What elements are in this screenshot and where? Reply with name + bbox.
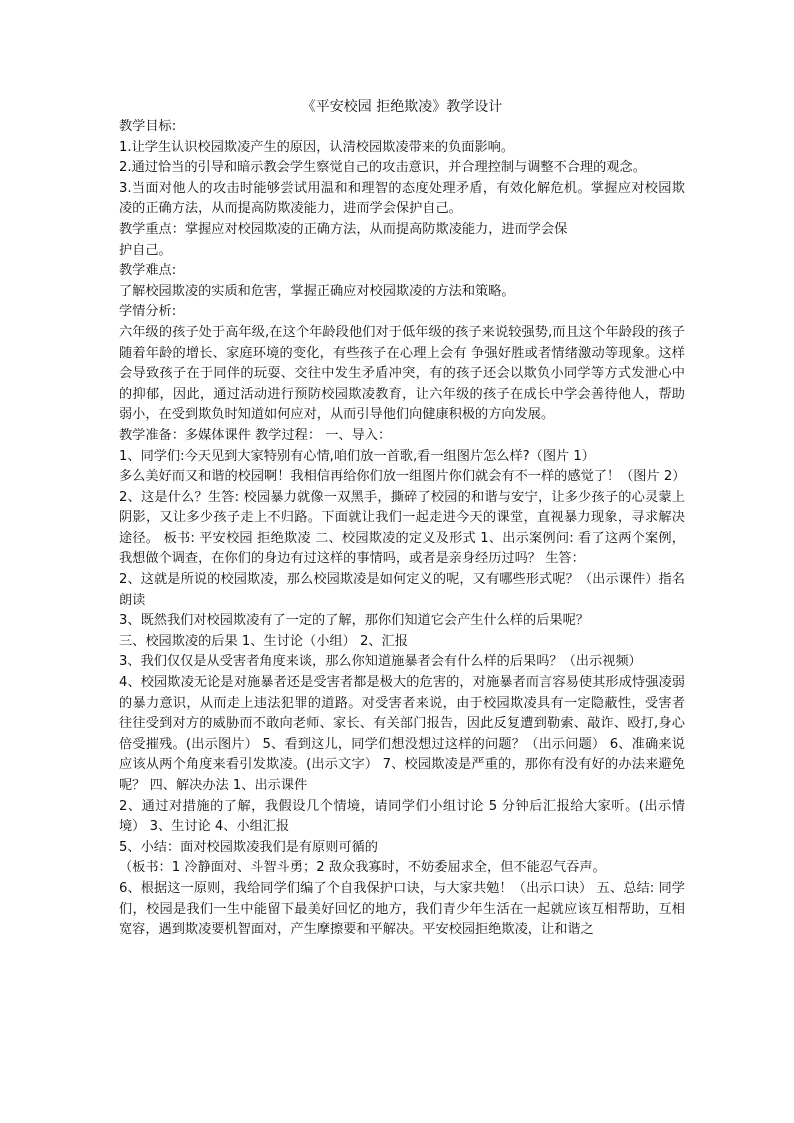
document-page: [119, 98, 685, 941]
process-step: 3、我们仅仅是从受害者角度来谈，那么你知道施暴者会有什么样的后果吗？（出示视频）: [119, 654, 642, 670]
document-title: 《平安校园 拒绝欺凌》教学设计: [301, 99, 503, 115]
document-body: [119, 117, 685, 941]
process-step: 多么美好而又和谐的校园啊！我相信再给你们放一组图片你们就会有不一样的感觉了！（图片 2）: [119, 469, 686, 485]
objective-item-3: 3.当面对他人的攻击时能够尝试用温和和理智的态度处理矛盾，有效化解危机。掌握应对校园欺凌的正确方法，从而提高防欺凌能力，进而学会保护自己。: [119, 180, 685, 217]
preparation-line: 教学准备：多媒体课件 教学过程： 一、导入：: [119, 427, 392, 443]
objective-item-2: 2.通过恰当的引导和暗示教会学生察觉自己的攻击意识，并合理控制与调整不合理的观念。: [119, 160, 646, 176]
teaching-focus-continued: 护自己。: [119, 242, 172, 258]
process-step: 5、小结：面对校园欺凌我们是有原则可循的: [119, 839, 378, 855]
section-heading-objectives: 教学目标:: [119, 119, 177, 134]
difficulty-text: 了解校园欺凌的实质和危害，掌握正确应对校园欺凌的方法和策略。: [119, 283, 515, 299]
section-heading-analysis: 学情分析:: [119, 304, 177, 320]
process-step: 2、这是什么？生答: 校园暴力就像一双黑手，撕碎了校园的和谐与安宁，让多少孩子的心灵蒙上阴影，又让多少孩子走上不归路。下面就让我们一起走进今天的课堂，直视暴力现象，寻求解决途径。 板书: 平安校园 拒绝欺凌 二、校园欺凌的定义及形式 1、出示案例问: 看了这两个案例，我想做个调查，在你们的身边有过这样的事情吗，或者是亲身经历过吗？ 生答：: [119, 489, 685, 567]
process-step: 2、这就是所说的校园欺凌，那么校园欺凌是如何定义的呢，又有哪些形式呢？（出示课件）指名朗读: [119, 572, 685, 608]
process-step: 2、通过对措施的了解，我假设几个情境，请同学们小组讨论 5 分钟后汇报给大家听。(出示情境） 3、生讨论 4、小组汇报: [119, 798, 685, 835]
process-step: 4、校园欺凌无论是对施暴者还是受害者都是极大的危害的，对施暴者而言容易使其形成恃强凌弱的暴力意识，从而走上违法犯罪的道路。对受害者来说，由于校园欺凌具有一定隐蔽性，受害者往往受到对方的威胁而不敢向老师、家长、有关部门报告，因此反复遭到勒索、敲诈、殴打,身心倍受摧残。(出示图片） 5、看到这儿，同学们想没想过这样的问题？（出示问题） 6、准确来说应该从两个角度来看引发欺凌。(出示文字） 7、校园欺凌是严重的，那你有没有好的办法来避免呢？ 四、解决办法 1、出示课件: [119, 675, 685, 793]
section-heading-difficulty: 教学难点:: [119, 263, 177, 279]
analysis-text: 六年级的孩子处于高年级,在这个年龄段他们对于低年级的孩子来说较强势,而且这个年龄段的孩子随着年龄的增长、家庭环境的变化，有些孩子在心理上会有 争强好胜或者情绪激动等现象。这样会导致孩子在于同伴的玩耍、交往中发生矛盾冲突，有的孩子还会以欺负小同学等方式发泄心中的抑郁，因此，通过活动进行预防校园欺凌教育，让六年级的孩子在成长中学会善待他人，帮助弱小，在受到欺负时知道如何应对，从而引导他们向健康积极的方向发展。: [119, 324, 685, 423]
process-step: 三、校园欺凌的后果 1、生讨论（小组） 2、汇报: [119, 633, 408, 649]
objective-item-1: 1.让学生认识校园欺凌产生的原因，认清校园欺凌带来的负面影响。: [119, 139, 515, 155]
process-step: （板书：1 冷静面对、斗智斗勇；2 敌众我寡时，不妨委屈求全，但不能忍气吞声。: [119, 860, 606, 876]
process-step: 3、既然我们对校园欺凌有了一定的了解，那你们知道它会产生什么样的后果呢？: [119, 613, 589, 629]
process-step: 6、根据这一原则，我给同学们编了个自我保护口诀，与大家共勉！（出示口诀） 五、总结: 同学们，校园是我们一生中能留下最美好回忆的地方，我们青少年生活在一起就应该互相帮助，互相宽容，遇到欺凌要机智面对，产生摩擦要和平解决。平安校园拒绝欺凌，让和谐之: [119, 880, 685, 938]
teaching-focus: 教学重点：掌握应对校园欺凌的正确方法，从而提高防欺凌能力，进而学会保: [119, 221, 568, 237]
process-step: 1、同学们:今天见到大家特别有心情,咱们放一首歌,看一组图片怎么样?（图片 1）: [119, 448, 595, 464]
